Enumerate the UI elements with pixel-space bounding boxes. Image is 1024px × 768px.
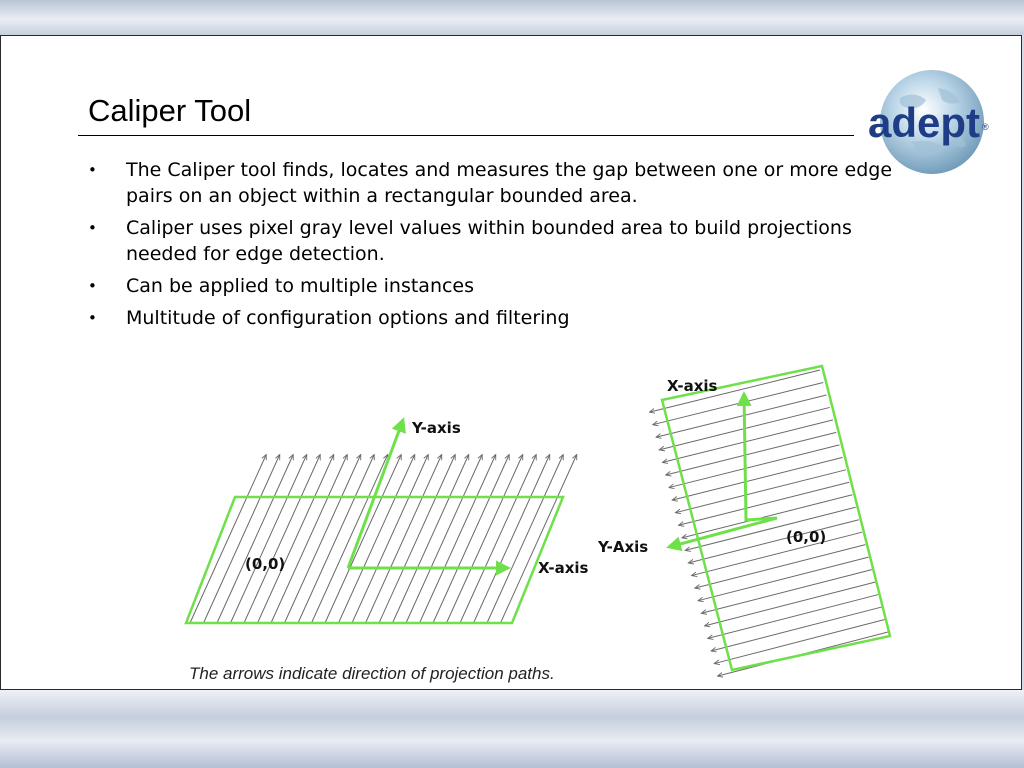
projection-line	[663, 420, 833, 462]
projection-line	[705, 582, 875, 626]
projection-line	[676, 470, 846, 513]
left-y-axis-label: Y-axis	[412, 419, 461, 437]
projection-line	[656, 395, 826, 437]
right-x-axis-arrow	[744, 394, 777, 520]
right-projection-lines	[650, 370, 888, 676]
slide-title: Caliper Tool	[88, 93, 252, 128]
bullet-item	[88, 273, 928, 299]
bullet-text: Multitude of configuration options and filtering	[126, 307, 570, 329]
bullet-text: The Caliper tool finds, locates and measures the gap between one or more edge pairs on an object within a rectangular bounded area.	[126, 159, 893, 207]
left-origin-label: (0,0)	[245, 555, 286, 573]
title-underline	[78, 135, 854, 136]
bullet-item	[88, 305, 928, 331]
projection-line	[689, 520, 859, 563]
right-origin-label: (0,0)	[786, 528, 827, 546]
bullet-marker: •	[88, 309, 97, 327]
figure-caption: The arrows indicate direction of projection paths.	[189, 664, 555, 683]
background-top-band	[0, 0, 1024, 35]
logo-text: adept	[868, 99, 981, 146]
projection-line	[702, 570, 872, 614]
caliper-diagram	[170, 360, 900, 690]
bullet-marker: •	[88, 161, 97, 179]
left-x-axis-label: X-axis	[538, 559, 589, 577]
projection-line	[699, 557, 869, 600]
background-bottom-band	[0, 690, 1024, 768]
bullet-text: Can be applied to multiple instances	[126, 275, 475, 297]
bullet-item	[88, 215, 928, 267]
projection-line	[682, 495, 852, 538]
projection-line	[692, 532, 862, 575]
bullet-text: Caliper uses pixel gray level values within bounded area to build projections needed for edge detection.	[126, 217, 852, 265]
projection-line	[686, 507, 856, 550]
left-projection-lines	[190, 455, 577, 623]
projection-line	[695, 545, 865, 588]
projection-line	[708, 595, 878, 639]
right-y-axis-arrow	[669, 518, 777, 547]
projection-line	[669, 445, 839, 488]
bullet-marker: •	[88, 277, 97, 295]
projection-line	[673, 457, 843, 500]
bullet-marker: •	[88, 219, 97, 237]
projection-line	[666, 432, 836, 474]
right-y-axis-label: Y-Axis	[598, 538, 649, 556]
right-x-axis-label: X-axis	[667, 377, 718, 395]
bullet-list	[88, 157, 928, 337]
bullet-item	[88, 157, 928, 209]
registered-mark: ®	[982, 122, 989, 132]
